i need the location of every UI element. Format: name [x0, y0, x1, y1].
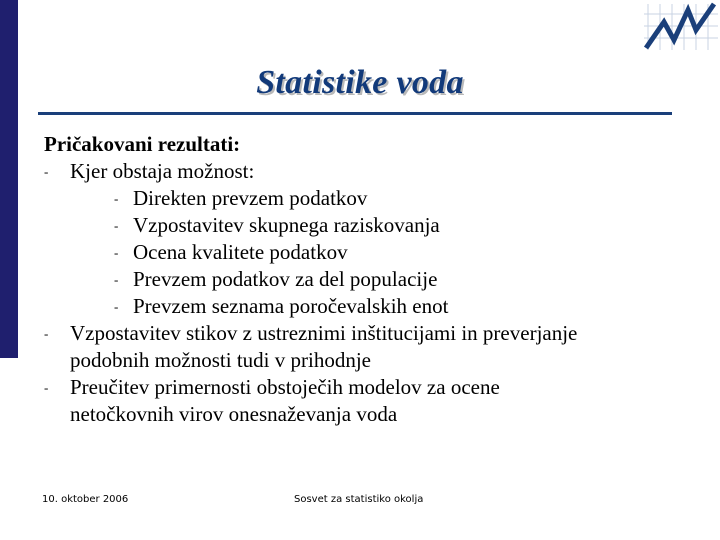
- list-item-line-2: podobnih možnosti tudi v prihodnje: [70, 348, 371, 372]
- bullet-marker: -: [44, 164, 49, 179]
- sub-list-item: [44, 185, 684, 212]
- title-divider: [38, 112, 672, 115]
- footer-organization: Sosvet za statistiko okolja: [294, 494, 424, 505]
- sub-list-item: [44, 293, 684, 320]
- section-heading: Pričakovani rezultati:: [44, 132, 241, 156]
- sub-list-item-text: Direkten prevzem podatkov: [133, 186, 368, 210]
- bullet-marker: -: [44, 326, 49, 341]
- sub-list-item: [44, 239, 684, 266]
- list-item-line-2: netočkovnih virov onesnaževanja voda: [70, 402, 398, 426]
- sub-list-item-text: Prevzem seznama poročevalskih enot: [133, 294, 449, 318]
- bullet-marker: -: [114, 272, 119, 287]
- sub-list-item: [44, 212, 684, 239]
- list-item: [44, 374, 684, 428]
- list-item: [44, 158, 684, 185]
- list-item-line-1: Preučitev primernosti obstoječih modelov za ocene: [70, 375, 500, 399]
- logo-icon: [640, 0, 720, 52]
- sub-list-item: [44, 266, 684, 293]
- list-item: [44, 320, 684, 374]
- sub-list-item-text: Vzpostavitev skupnega raziskovanja: [133, 213, 440, 237]
- bullet-marker: -: [114, 245, 119, 260]
- list-item-text: Kjer obstaja možnost:: [70, 159, 255, 183]
- bullet-marker: -: [114, 191, 119, 206]
- sub-list-item-text: Prevzem podatkov za del populacije: [133, 267, 438, 291]
- slide-title: Statistike voda: [256, 64, 464, 101]
- bullet-marker: -: [44, 380, 49, 395]
- slide-body: [44, 131, 684, 428]
- sub-list-item-text: Ocena kvalitete podatkov: [133, 240, 348, 264]
- bullet-marker: -: [114, 218, 119, 233]
- footer-date: 10. oktober 2006: [42, 494, 129, 505]
- list-item-line-1: Vzpostavitev stikov z ustreznimi inštitucijami in preverjanje: [70, 321, 578, 345]
- left-accent-bar: [0, 0, 18, 358]
- bullet-marker: -: [114, 299, 119, 314]
